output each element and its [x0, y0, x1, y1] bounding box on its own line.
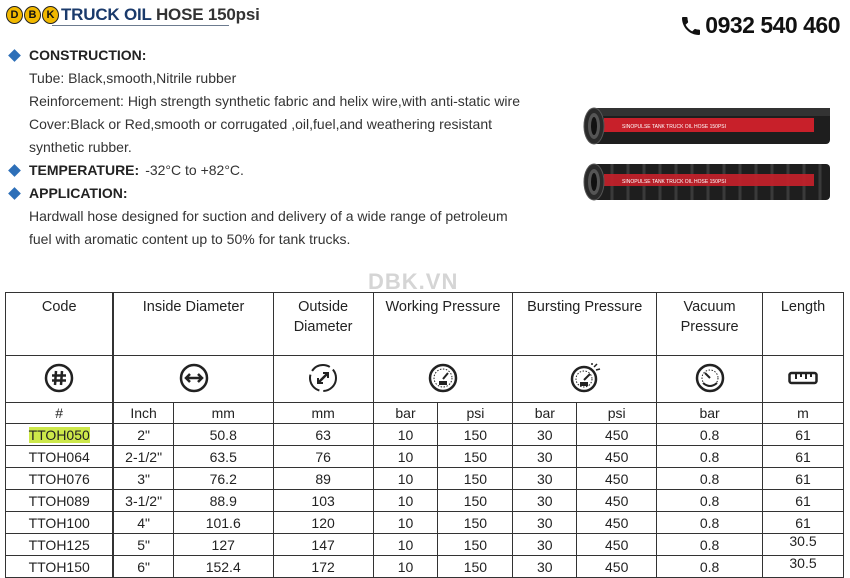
temperature-label: TEMPERATURE: — [29, 162, 140, 178]
icon-cell-vacuum-pressure — [657, 356, 763, 403]
cell-wp-psi: 150 — [438, 512, 513, 534]
cell-id-mm: 76.2 — [173, 468, 273, 490]
table-row — [6, 490, 844, 512]
length-value: 30.5 — [789, 532, 817, 549]
table-row — [6, 512, 844, 534]
unit-od-mm: mm — [273, 403, 373, 424]
header-vacuum-pressure — [657, 293, 763, 356]
reinforcement-text: Reinforcement: High strength synthetic fabric and helix wire,with anti-static wire — [29, 93, 520, 109]
cell-code — [6, 424, 114, 446]
spec-table — [5, 292, 844, 578]
cell-wp-bar: 10 — [373, 468, 438, 490]
construction-label: CONSTRUCTION: — [29, 47, 147, 63]
cell-id-mm: 152.4 — [173, 556, 273, 578]
cell-length: 61 — [763, 490, 844, 512]
header-working-pressure: Working Pressure — [373, 293, 513, 356]
burst-gauge-icon — [569, 363, 601, 393]
table-row — [6, 446, 844, 468]
header-bursting-pressure: Bursting Pressure — [513, 293, 657, 356]
cover-text-1: Cover:Black or Red,smooth or corrugated ,oil,fuel,and weathering resistant — [29, 116, 493, 132]
cell-length — [763, 556, 844, 578]
pressure-gauge-icon — [428, 363, 458, 393]
cell-inch: 6" — [113, 556, 173, 578]
cell-od-mm: 120 — [273, 512, 373, 534]
cell-wp-bar: 10 — [373, 446, 438, 468]
cell-bp-bar: 30 — [513, 446, 577, 468]
cell-wp-psi: 150 — [438, 556, 513, 578]
application-heading — [8, 182, 568, 205]
logo-letter: D — [6, 6, 23, 24]
application-label: APPLICATION: — [29, 185, 128, 201]
cell-bp-psi: 450 — [577, 446, 657, 468]
cell-bp-psi: 450 — [577, 556, 657, 578]
cell-vac-bar: 0.8 — [657, 424, 763, 446]
cell-id-mm: 63.5 — [173, 446, 273, 468]
cell-bp-psi: 450 — [577, 468, 657, 490]
cell-bp-psi: 450 — [577, 424, 657, 446]
cell-od-mm: 63 — [273, 424, 373, 446]
horizontal-arrows-icon — [179, 363, 209, 393]
cell-od-mm: 89 — [273, 468, 373, 490]
page-header — [6, 4, 260, 26]
cell-code: TTOH089 — [6, 490, 114, 512]
cell-code: TTOH076 — [6, 468, 114, 490]
dbk-logo — [6, 6, 59, 24]
cell-inch: 3" — [113, 468, 173, 490]
cell-wp-psi: 150 — [438, 468, 513, 490]
cell-wp-psi: 150 — [438, 534, 513, 556]
hose-image-smooth — [582, 104, 830, 148]
cell-code: TTOH150 — [6, 556, 114, 578]
unit-code: # — [6, 403, 114, 424]
icon-cell-working-pressure — [373, 356, 513, 403]
unit-bp-psi: psi — [577, 403, 657, 424]
hose-image-corrugated — [582, 160, 830, 204]
cell-od-mm: 147 — [273, 534, 373, 556]
cell-wp-psi: 150 — [438, 490, 513, 512]
header-outside-diameter — [273, 293, 373, 356]
cell-length: 61 — [763, 446, 844, 468]
cell-od-mm: 172 — [273, 556, 373, 578]
cell-od-mm: 76 — [273, 446, 373, 468]
title-underline — [52, 25, 229, 26]
cell-length: 61 — [763, 468, 844, 490]
cell-vac-bar: 0.8 — [657, 534, 763, 556]
length-value: 30.5 — [789, 554, 817, 571]
cell-length — [763, 534, 844, 556]
cell-bp-bar: 30 — [513, 556, 577, 578]
phone-icon — [679, 14, 703, 38]
icon-cell-bursting-pressure — [513, 356, 657, 403]
diagonal-expand-icon — [308, 363, 338, 393]
cell-bp-bar: 30 — [513, 512, 577, 534]
logo-letter: K — [42, 6, 59, 24]
cell-bp-bar: 30 — [513, 490, 577, 512]
bullet-diamond-icon — [8, 49, 21, 62]
cell-wp-bar: 10 — [373, 424, 438, 446]
logo-letter: B — [24, 6, 41, 24]
header-length: Length — [763, 293, 844, 356]
icon-cell-inside-diameter — [113, 356, 273, 403]
temperature-value: -32°C to +82°C. — [145, 162, 244, 178]
watermark: DBK.VN — [368, 269, 459, 294]
unit-length-m: m — [763, 403, 844, 424]
cell-id-mm: 50.8 — [173, 424, 273, 446]
bullet-diamond-icon — [8, 187, 21, 200]
temperature-heading — [8, 159, 568, 182]
unit-id-inch: Inch — [113, 403, 173, 424]
cell-vac-bar: 0.8 — [657, 490, 763, 512]
highlighted-code: TTOH050 — [28, 426, 90, 443]
unit-wp-bar: bar — [373, 403, 438, 424]
bullet-diamond-icon — [8, 164, 21, 177]
table-row — [6, 468, 844, 490]
phone-number[interactable]: 0932 540 460 — [705, 12, 840, 38]
cell-code: TTOH100 — [6, 512, 114, 534]
header-inside-diameter: Inside Diameter — [113, 293, 273, 356]
hose-label: SINOPULSE TANK TRUCK OIL HOSE 150PSI — [622, 124, 727, 130]
page-title — [61, 5, 260, 25]
cell-wp-bar: 10 — [373, 490, 438, 512]
cell-vac-bar: 0.8 — [657, 556, 763, 578]
cell-bp-bar: 30 — [513, 424, 577, 446]
icon-cell-code — [6, 356, 114, 403]
header-outside-line1: Outside — [298, 299, 349, 315]
table-row — [6, 534, 844, 556]
cell-vac-bar: 0.8 — [657, 468, 763, 490]
cell-inch: 3-1/2" — [113, 490, 173, 512]
hose-label: SINOPULSE TANK TRUCK OIL HOSE 150PSI — [622, 179, 727, 185]
spec-section — [8, 44, 568, 251]
tube-text: Tube: Black,smooth,Nitrile rubber — [29, 70, 237, 86]
header-vacuum-line1: Vacuum — [683, 299, 736, 315]
cell-bp-bar: 30 — [513, 534, 577, 556]
hash-icon — [44, 363, 74, 393]
ruler-icon — [788, 369, 818, 387]
cell-wp-psi: 150 — [438, 424, 513, 446]
cell-inch: 2" — [113, 424, 173, 446]
cell-code: TTOH125 — [6, 534, 114, 556]
icon-cell-length — [763, 356, 844, 403]
cover-text-2: synthetic rubber. — [29, 139, 132, 155]
cell-bp-bar: 30 — [513, 468, 577, 490]
cell-id-mm: 101.6 — [173, 512, 273, 534]
title-rest: HOSE 150psi — [155, 5, 260, 24]
cell-vac-bar: 0.8 — [657, 512, 763, 534]
table-row — [6, 424, 844, 446]
header-vacuum-line2: Pressure — [680, 319, 739, 335]
cell-wp-bar: 10 — [373, 512, 438, 534]
cell-od-mm: 103 — [273, 490, 373, 512]
cell-bp-psi: 450 — [577, 490, 657, 512]
unit-bp-bar: bar — [513, 403, 577, 424]
cell-length: 61 — [763, 424, 844, 446]
cell-id-mm: 127 — [173, 534, 273, 556]
cell-wp-bar: 10 — [373, 556, 438, 578]
unit-wp-psi: psi — [438, 403, 513, 424]
construction-heading — [8, 44, 568, 67]
cell-inch: 5" — [113, 534, 173, 556]
vacuum-gauge-icon — [695, 363, 725, 393]
cell-wp-psi: 150 — [438, 446, 513, 468]
cell-bp-psi: 450 — [577, 534, 657, 556]
header-code: Code — [6, 293, 114, 356]
application-text-1: Hardwall hose designed for suction and delivery of a wide range of petroleum — [29, 208, 508, 224]
cell-bp-psi: 450 — [577, 512, 657, 534]
icon-cell-outside-diameter — [273, 356, 373, 403]
cell-id-mm: 88.9 — [173, 490, 273, 512]
cell-inch: 2-1/2" — [113, 446, 173, 468]
cell-length: 61 — [763, 512, 844, 534]
cell-inch: 4" — [113, 512, 173, 534]
unit-vac-bar: bar — [657, 403, 763, 424]
unit-id-mm: mm — [173, 403, 273, 424]
phone-contact[interactable] — [679, 12, 840, 39]
cell-vac-bar: 0.8 — [657, 446, 763, 468]
cell-wp-bar: 10 — [373, 534, 438, 556]
table-row — [6, 556, 844, 578]
application-text-2: fuel with aromatic content up to 50% for tank trucks. — [29, 231, 351, 247]
cell-code: TTOH064 — [6, 446, 114, 468]
header-outside-line2: Diameter — [293, 319, 353, 335]
title-main: TRUCK OIL — [61, 5, 152, 24]
